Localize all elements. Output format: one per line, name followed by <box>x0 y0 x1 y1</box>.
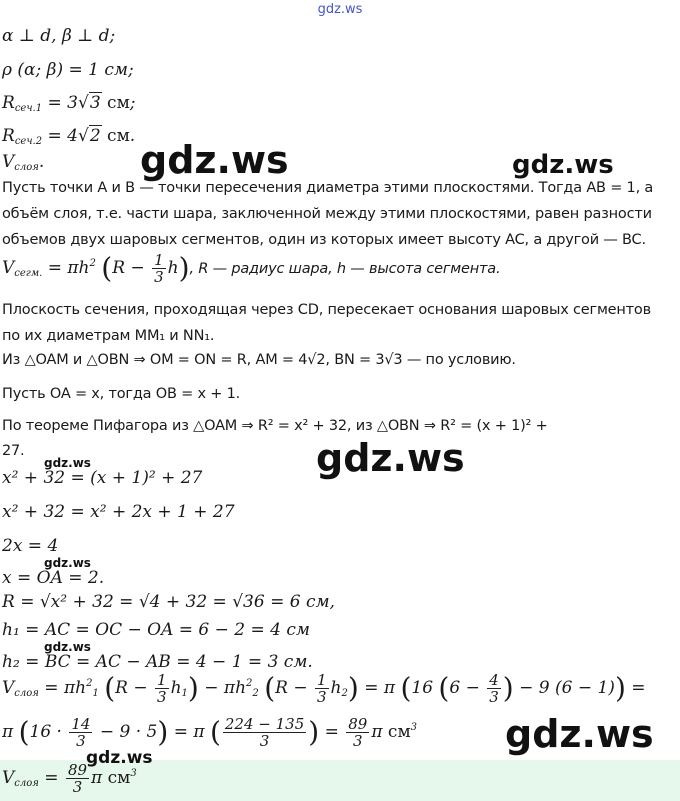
paragraph-line-5: Плоскость сечения, проходящая через CD, пересекает основания шаровых сегментов <box>2 302 651 318</box>
site-header: gdz.ws <box>317 2 363 17</box>
line-perpendicular: α ⊥ d, β ⊥ d; <box>2 26 116 46</box>
paragraph-line-7: Из △OAM и △OBN ⇒ OM = ON = R, AM = 4√2, BN = 3√3 — по условию. <box>2 352 516 368</box>
watermark-small: gdz.ws <box>44 556 91 570</box>
watermark-small: gdz.ws <box>44 456 91 470</box>
equation-3: 2x = 4 <box>2 536 59 556</box>
paragraph-line-6: по их диаметрам MM₁ и NN₁. <box>2 328 215 344</box>
final-answer: $V_{слоя}$ = $\frac{89}{3}$ π $см^3$ <box>2 761 137 796</box>
layer-volume-computation: π (16 · $\frac{14}{3}$ − 9 · 5) = π ( $\frac{224 - 135}{3}$ ) = $\frac{89}{3}$ π $см^3$ <box>2 715 418 750</box>
paragraph-line-2: объём слоя, т.е. части шара, заключенной между этими плоскостями, равен разности <box>2 206 652 222</box>
line-radius-2: $R_{сеч.2} = 4√2$ см. <box>2 126 136 147</box>
watermark: gdz.ws <box>512 150 614 180</box>
segment-volume-formula: $V_{сегм.} = \pi h^2$ (R − $\frac{1}{3}$ h), R — радиус шара, h — высота сегмента. <box>2 251 501 286</box>
watermark: gdz.ws <box>505 712 654 756</box>
line-radius-1: $R_{сеч.1} = 3√3$ см; <box>2 93 136 114</box>
paragraph-line-1: Пусть точки A и B — точки пересечения диаметра этими плоскостями. Тогда AB = 1, а <box>2 180 654 196</box>
equation-6: h₁ = AC = OC − OA = 6 − 2 = 4 см <box>2 620 310 640</box>
equation-4: x = OA = 2. <box>2 568 105 588</box>
paragraph-line-10: 27. <box>2 443 25 459</box>
watermark-small: gdz.ws <box>44 640 91 654</box>
watermark-small: gdz.ws <box>86 748 153 768</box>
line-distance: ρ (α; β) = 1 см; <box>2 60 134 80</box>
paragraph-line-9: По теореме Пифагора из △OAM ⇒ R² = x² + 32, из △OBN ⇒ R² = (x + 1)² + <box>2 418 548 434</box>
equation-1: x² + 32 = (x + 1)² + 27 <box>2 468 203 488</box>
equation-7: h₂ = BC = AC − AB = 4 − 1 = 3 см. <box>2 652 313 672</box>
watermark: gdz.ws <box>316 436 465 480</box>
equation-2: x² + 32 = x² + 2x + 1 + 27 <box>2 502 235 522</box>
paragraph-line-8: Пусть OA = x, тогда OB = x + 1. <box>2 386 241 402</box>
paragraph-line-3: объемов двух шаровых сегментов, один из которых имеет высоту AC, а другой — BC. <box>2 232 646 248</box>
line-volume-label: $V_{слоя}$. <box>2 152 45 173</box>
equation-5: R = √x² + 32 = √4 + 32 = √36 = 6 см, <box>2 592 335 612</box>
watermark: gdz.ws <box>140 138 289 182</box>
layer-volume-expression: $V_{слоя} = \pi h^2_1$ (R − $\frac{1}{3}$ $h_1) - \pi h^2_2$ (R − $\frac{1}{3}$ $h_2) = \pi$ (16 (6 − $\frac{4}{3}$ ) − 9 (6 − 1)) = <box>2 671 646 706</box>
